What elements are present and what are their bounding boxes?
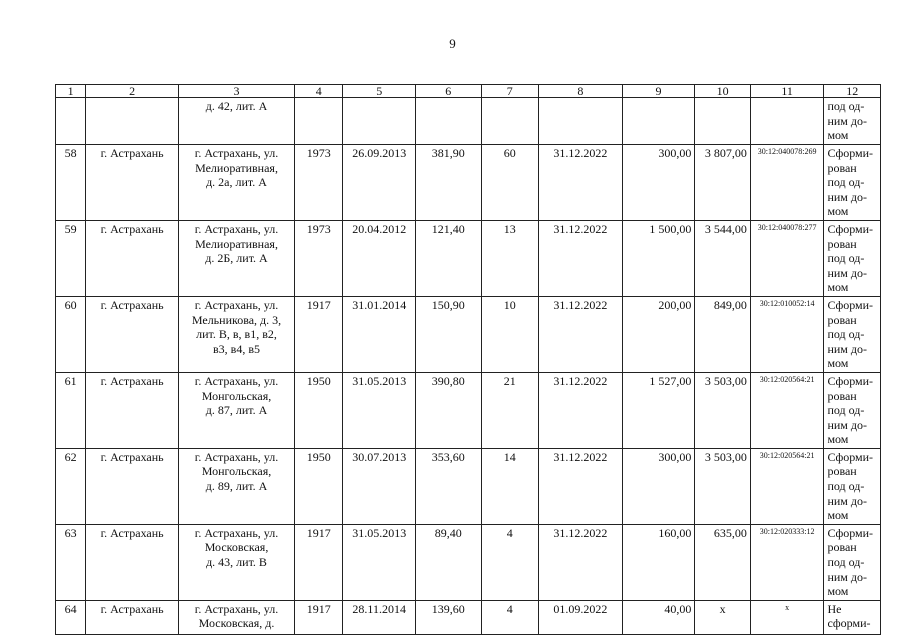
cell-residents: [481, 98, 538, 145]
column-header: 9: [622, 85, 695, 98]
cell-status: Сформи- рован под од- ним до- мом: [824, 524, 881, 600]
cell-address: д. 42, лит. А: [179, 98, 295, 145]
cell-area: 150,90: [416, 296, 482, 372]
cell-area: 381,90: [416, 145, 482, 221]
cell-address: г. Астрахань, ул. Московская, д. 43, лит. В: [179, 524, 295, 600]
cell-year: 1917: [295, 296, 343, 372]
cell-address: г. Астрахань, ул. Московская, д.: [179, 600, 295, 634]
cell-locality: [86, 98, 179, 145]
cell-date: 26.09.2013: [343, 145, 416, 221]
cell-amount: 1 527,00: [622, 372, 695, 448]
cell-amount: 1 500,00: [622, 220, 695, 296]
cell-deadline: 31.12.2022: [539, 524, 623, 600]
table-row: [56, 98, 881, 145]
column-header: 3: [179, 85, 295, 98]
cell-address: г. Астрахань, ул. Монгольская, д. 87, лит. А: [179, 372, 295, 448]
cell-status: Сформи- рован под од- ним до- мом: [824, 448, 881, 524]
cell-land-area: 849,00: [695, 296, 750, 372]
table-row: [56, 145, 881, 221]
cell-number: 63: [56, 524, 86, 600]
cell-cadastral: 30:12:020564:21: [750, 372, 824, 448]
cell-residents: 10: [481, 296, 538, 372]
table-row: [56, 524, 881, 600]
cell-amount: 300,00: [622, 448, 695, 524]
cell-deadline: 31.12.2022: [539, 220, 623, 296]
cell-residents: 14: [481, 448, 538, 524]
cell-locality: г. Астрахань: [86, 220, 179, 296]
cell-land-area: 635,00: [695, 524, 750, 600]
table-row: [56, 220, 881, 296]
cell-cadastral: 30:12:040078:277: [750, 220, 824, 296]
cell-address: г. Астрахань, ул. Мелиоративная, д. 2Б, лит. А: [179, 220, 295, 296]
cell-locality: г. Астрахань: [86, 296, 179, 372]
cell-deadline: 31.12.2022: [539, 145, 623, 221]
cell-number: 58: [56, 145, 86, 221]
cell-date: 30.07.2013: [343, 448, 416, 524]
cell-number: 62: [56, 448, 86, 524]
cell-amount: 160,00: [622, 524, 695, 600]
cell-deadline: 31.12.2022: [539, 296, 623, 372]
cell-deadline: 01.09.2022: [539, 600, 623, 634]
column-header: 1: [56, 85, 86, 98]
cell-land-area: 3 544,00: [695, 220, 750, 296]
column-header: 11: [750, 85, 824, 98]
cell-land-area: 3 503,00: [695, 448, 750, 524]
cell-status: под од- ним до- мом: [824, 98, 881, 145]
cell-date: 20.04.2012: [343, 220, 416, 296]
cell-number: 64: [56, 600, 86, 634]
housing-table: [55, 84, 881, 635]
cell-residents: 4: [481, 524, 538, 600]
cell-locality: г. Астрахань: [86, 372, 179, 448]
page-number: 9: [449, 36, 456, 51]
cell-residents: 60: [481, 145, 538, 221]
cell-status: Сформи- рован под од- ним до- мом: [824, 145, 881, 221]
cell-status: Не сформи-: [824, 600, 881, 634]
cell-deadline: 31.12.2022: [539, 448, 623, 524]
cell-number: 60: [56, 296, 86, 372]
cell-year: 1917: [295, 524, 343, 600]
header-row: [56, 85, 881, 98]
cell-status: Сформи- рован под од- ним до- мом: [824, 220, 881, 296]
cell-area: 89,40: [416, 524, 482, 600]
table-row: [56, 600, 881, 634]
cell-year: 1950: [295, 372, 343, 448]
cell-number: 59: [56, 220, 86, 296]
column-header: 6: [416, 85, 482, 98]
cell-area: 390,80: [416, 372, 482, 448]
cell-land-area: х: [695, 600, 750, 634]
table-row: [56, 296, 881, 372]
table-row: [56, 372, 881, 448]
cell-number: 61: [56, 372, 86, 448]
cell-date: 31.01.2014: [343, 296, 416, 372]
cell-cadastral: 30:12:010052:14: [750, 296, 824, 372]
cell-amount: [622, 98, 695, 145]
cell-cadastral: 30:12:040078:269: [750, 145, 824, 221]
cell-land-area: 3 807,00: [695, 145, 750, 221]
cell-locality: г. Астрахань: [86, 145, 179, 221]
cell-area: [416, 98, 482, 145]
column-header: 7: [481, 85, 538, 98]
cell-residents: 13: [481, 220, 538, 296]
cell-number: [56, 98, 86, 145]
cell-land-area: [695, 98, 750, 145]
cell-address: г. Астрахань, ул. Мельникова, д. 3, лит. В, в, в1, в2, в3, в4, в5: [179, 296, 295, 372]
cell-cadastral: х: [750, 600, 824, 634]
cell-amount: 40,00: [622, 600, 695, 634]
cell-residents: 21: [481, 372, 538, 448]
cell-year: 1950: [295, 448, 343, 524]
cell-status: Сформи- рован под од- ним до- мом: [824, 296, 881, 372]
cell-date: [343, 98, 416, 145]
cell-year: 1973: [295, 220, 343, 296]
column-header: 8: [539, 85, 623, 98]
cell-area: 139,60: [416, 600, 482, 634]
cell-address: г. Астрахань, ул. Монгольская, д. 89, лит. А: [179, 448, 295, 524]
cell-cadastral: 30:12:020333:12: [750, 524, 824, 600]
cell-cadastral: 30:12:020564:21: [750, 448, 824, 524]
cell-status: Сформи- рован под од- ним до- мом: [824, 372, 881, 448]
cell-land-area: 3 503,00: [695, 372, 750, 448]
cell-cadastral: [750, 98, 824, 145]
cell-date: 28.11.2014: [343, 600, 416, 634]
cell-year: 1973: [295, 145, 343, 221]
column-header: 2: [86, 85, 179, 98]
cell-locality: г. Астрахань: [86, 600, 179, 634]
cell-residents: 4: [481, 600, 538, 634]
cell-year: 1917: [295, 600, 343, 634]
column-header: 12: [824, 85, 881, 98]
cell-deadline: 31.12.2022: [539, 372, 623, 448]
cell-year: [295, 98, 343, 145]
cell-deadline: [539, 98, 623, 145]
cell-locality: г. Астрахань: [86, 524, 179, 600]
table-row: [56, 448, 881, 524]
column-header: 4: [295, 85, 343, 98]
cell-date: 31.05.2013: [343, 372, 416, 448]
column-header: 10: [695, 85, 750, 98]
cell-address: г. Астрахань, ул. Мелиоративная, д. 2а, лит. А: [179, 145, 295, 221]
cell-amount: 300,00: [622, 145, 695, 221]
column-header: 5: [343, 85, 416, 98]
cell-date: 31.05.2013: [343, 524, 416, 600]
cell-area: 121,40: [416, 220, 482, 296]
cell-locality: г. Астрахань: [86, 448, 179, 524]
cell-amount: 200,00: [622, 296, 695, 372]
cell-area: 353,60: [416, 448, 482, 524]
